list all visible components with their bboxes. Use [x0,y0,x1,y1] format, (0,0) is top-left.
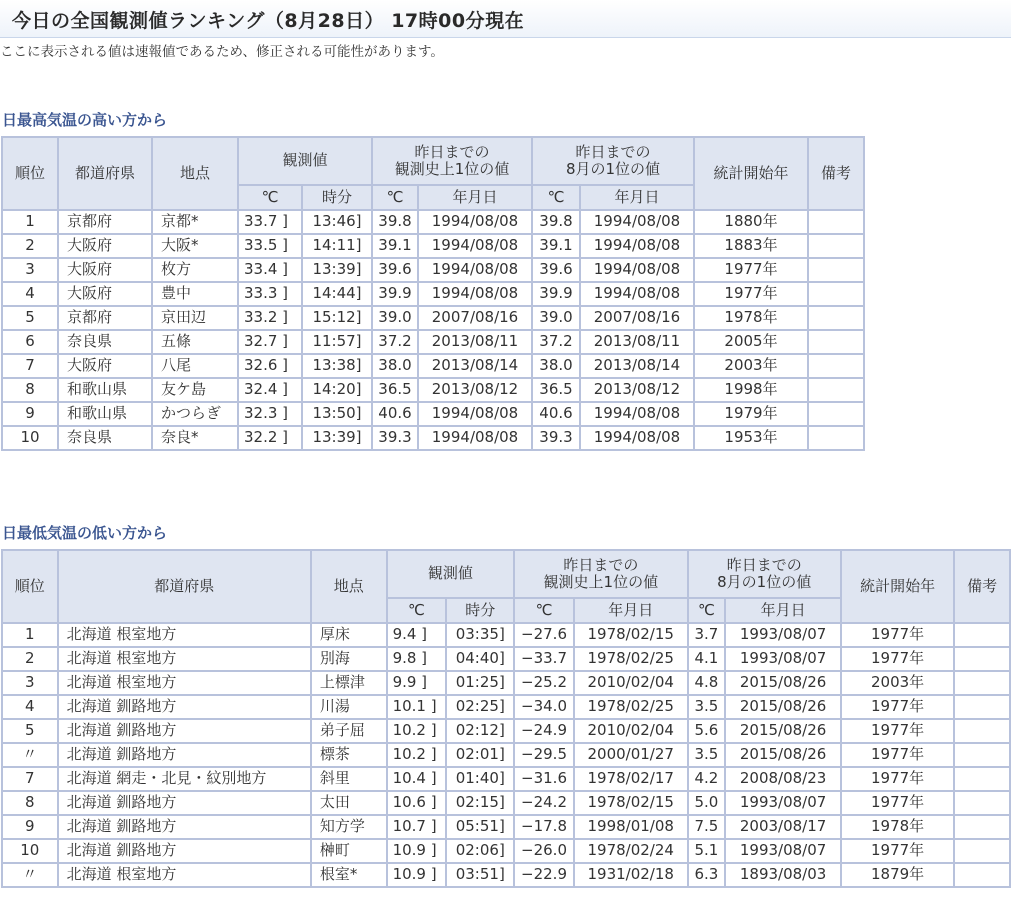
cell-observed-temp: 33.5 ] [238,234,302,258]
col-station-header: 地点 [152,137,238,210]
cell-start-year: 1998年 [694,378,808,402]
cell-month-record-date: 1993/08/07 [725,623,841,647]
cell-prefecture: 北海道 根室地方 [58,623,311,647]
cell-prefecture: 大阪府 [58,354,152,378]
cell-prefecture: 北海道 釧路地方 [58,743,311,767]
cell-rank: 5 [2,306,58,330]
cell-month-record-date: 2007/08/16 [580,306,694,330]
cell-prefecture: 北海道 根室地方 [58,863,311,887]
cell-month-record-temp: 38.0 [532,354,580,378]
cell-station: 京田辺 [152,306,238,330]
table-row [2,719,1010,743]
cell-prefecture: 奈良県 [58,330,152,354]
cell-record-temp: 40.6 [372,402,418,426]
cell-start-year: 2003年 [841,671,954,695]
cell-station: かつらぎ [152,402,238,426]
title-bar [0,0,1011,38]
cell-month-record-date: 2013/08/14 [580,354,694,378]
cell-record-date: 2013/08/12 [418,378,532,402]
table-row [2,839,1010,863]
cell-record-date: 1978/02/25 [574,647,688,671]
sub-header-date: 年月日 [725,598,841,623]
cell-prefecture: 北海道 釧路地方 [58,815,311,839]
cell-month-record-date: 2015/08/26 [725,719,841,743]
cell-station: 枚方 [152,258,238,282]
cell-remarks [808,282,864,306]
cell-month-record-temp: 5.6 [688,719,726,743]
cell-record-date: 1994/08/08 [418,234,532,258]
cell-record-date: 1931/02/18 [574,863,688,887]
cell-record-date: 2010/02/04 [574,671,688,695]
cell-month-record-date: 2015/08/26 [725,671,841,695]
col-pref-header: 都道府県 [58,550,311,623]
cell-rank: 3 [2,671,58,695]
cell-observed-temp: 10.6 ] [387,791,447,815]
cell-observed-temp: 32.3 ] [238,402,302,426]
cell-start-year: 1879年 [841,863,954,887]
cell-rank: 9 [2,402,58,426]
cell-observed-time: 02:25] [446,695,514,719]
cell-observed-time: 13:50] [302,402,372,426]
table-row [2,378,864,402]
cell-prefecture: 京都府 [58,306,152,330]
cell-prefecture: 北海道 根室地方 [58,671,311,695]
cell-start-year: 1977年 [841,695,954,719]
cell-observed-time: 13:39] [302,426,372,450]
cell-month-record-date: 1994/08/08 [580,210,694,234]
cell-month-record-temp: 4.2 [688,767,726,791]
cell-prefecture: 北海道 根室地方 [58,647,311,671]
cell-start-year: 1977年 [841,791,954,815]
cell-month-record-temp: 37.2 [532,330,580,354]
cell-start-year: 1977年 [841,767,954,791]
cell-month-record-temp: 3.5 [688,695,726,719]
table-row [2,743,1010,767]
cell-start-year: 1977年 [841,719,954,743]
cell-month-record-temp: 4.8 [688,671,726,695]
cell-record-date: 1994/08/08 [418,210,532,234]
cell-month-record-temp: 5.0 [688,791,726,815]
cell-station: 上標津 [311,671,387,695]
sub-header-celsius: ℃ [688,598,726,623]
sub-header-celsius: ℃ [514,598,574,623]
sub-header-time: 時分 [446,598,514,623]
col-rank-header: 順位 [2,550,58,623]
cell-remarks [808,402,864,426]
cell-rank: 2 [2,234,58,258]
cell-month-record-temp: 4.1 [688,647,726,671]
cell-record-date: 1994/08/08 [418,402,532,426]
cell-station: 川湯 [311,695,387,719]
cell-start-year: 2005年 [694,330,808,354]
cell-record-date: 2000/01/27 [574,743,688,767]
sub-header-date: 年月日 [574,598,688,623]
cell-remarks [808,354,864,378]
notice-text: ここに表示される値は速報値であるため、修正される可能性があります。 [0,44,444,60]
cell-observed-temp: 32.4 ] [238,378,302,402]
cell-start-year: 1978年 [694,306,808,330]
col-start-year-header: 統計開始年 [841,550,954,623]
cell-observed-time: 02:15] [446,791,514,815]
cell-start-year: 1977年 [841,647,954,671]
cell-record-temp: 39.3 [372,426,418,450]
cell-record-date: 2007/08/16 [418,306,532,330]
cell-month-record-date: 2015/08/26 [725,695,841,719]
cell-record-temp: −34.0 [514,695,574,719]
cell-record-date: 1978/02/25 [574,695,688,719]
cell-rank: 〃 [2,863,58,887]
cell-remarks [954,791,1010,815]
sub-header-celsius: ℃ [387,598,447,623]
cell-rank: 3 [2,258,58,282]
table-row [2,402,864,426]
cell-start-year: 1977年 [841,743,954,767]
cell-record-temp: 39.6 [372,258,418,282]
cell-record-temp: −33.7 [514,647,574,671]
cell-observed-temp: 10.7 ] [387,815,447,839]
cell-start-year: 1953年 [694,426,808,450]
table-row [2,863,1010,887]
cell-remarks [808,378,864,402]
col-record-month-header: 昨日までの 8月の1位の値 [532,137,694,185]
cell-observed-time: 14:11] [302,234,372,258]
cell-observed-temp: 10.9 ] [387,839,447,863]
col-obs-header: 観測値 [238,137,372,185]
cell-rank: 8 [2,378,58,402]
cell-station: 別海 [311,647,387,671]
cell-rank: 10 [2,426,58,450]
cell-month-record-date: 2015/08/26 [725,743,841,767]
cell-remarks [808,330,864,354]
cell-record-temp: 37.2 [372,330,418,354]
page-title: 今日の全国観測値ランキング（8月28日） 17時00分現在 [12,10,525,32]
cell-record-temp: −27.6 [514,623,574,647]
cell-station: 斜里 [311,767,387,791]
col-record-month-header: 昨日までの 8月の1位の値 [688,550,841,598]
cell-record-date: 1978/02/15 [574,623,688,647]
cell-observed-time: 13:38] [302,354,372,378]
table-row [2,426,864,450]
cell-observed-time: 02:01] [446,743,514,767]
cell-remarks [954,695,1010,719]
cell-month-record-date: 1994/08/08 [580,426,694,450]
cell-station: 八尾 [152,354,238,378]
cell-start-year: 1979年 [694,402,808,426]
cell-rank: 〃 [2,743,58,767]
cell-observed-time: 15:12] [302,306,372,330]
cell-observed-time: 14:44] [302,282,372,306]
cell-observed-time: 01:25] [446,671,514,695]
cell-record-date: 1994/08/08 [418,282,532,306]
cell-rank: 10 [2,839,58,863]
table-row [2,791,1010,815]
cell-observed-temp: 9.9 ] [387,671,447,695]
cell-month-record-date: 1994/08/08 [580,402,694,426]
col-record-all-header: 昨日までの 観測史上1位の値 [372,137,532,185]
cell-month-record-date: 1994/08/08 [580,234,694,258]
cell-month-record-temp: 39.6 [532,258,580,282]
cell-record-temp: −17.8 [514,815,574,839]
cell-record-temp: −31.6 [514,767,574,791]
cell-month-record-date: 1893/08/03 [725,863,841,887]
cell-observed-time: 13:46] [302,210,372,234]
col-rank-header: 順位 [2,137,58,210]
cell-rank: 4 [2,282,58,306]
col-station-header: 地点 [311,550,387,623]
cell-rank: 1 [2,623,58,647]
table-row [2,695,1010,719]
cell-remarks [954,839,1010,863]
cell-record-date: 1978/02/17 [574,767,688,791]
cell-observed-temp: 33.3 ] [238,282,302,306]
cell-remarks [954,623,1010,647]
cell-remarks [808,210,864,234]
cell-station: 太田 [311,791,387,815]
cell-station: 根室* [311,863,387,887]
cell-observed-temp: 10.1 ] [387,695,447,719]
cell-prefecture: 北海道 釧路地方 [58,839,311,863]
cell-prefecture: 京都府 [58,210,152,234]
cell-observed-time: 03:51] [446,863,514,887]
table-row [2,330,864,354]
cell-remarks [954,863,1010,887]
cell-month-record-date: 2003/08/17 [725,815,841,839]
cell-month-record-date: 1993/08/07 [725,839,841,863]
cell-prefecture: 和歌山県 [58,378,152,402]
cell-observed-time: 03:35] [446,623,514,647]
cell-record-temp: 39.0 [372,306,418,330]
cell-station: 五條 [152,330,238,354]
cell-record-date: 1994/08/08 [418,426,532,450]
cell-observed-time: 11:57] [302,330,372,354]
cell-remarks [954,671,1010,695]
cell-record-date: 2010/02/04 [574,719,688,743]
cell-record-temp: −29.5 [514,743,574,767]
cell-record-temp: −25.2 [514,671,574,695]
max-temp-table [1,136,865,451]
cell-observed-temp: 33.7 ] [238,210,302,234]
table-row [2,671,1010,695]
cell-record-date: 1978/02/15 [574,791,688,815]
cell-month-record-temp: 36.5 [532,378,580,402]
table-row [2,234,864,258]
cell-observed-temp: 10.2 ] [387,743,447,767]
cell-record-date: 2013/08/14 [418,354,532,378]
sub-header-time: 時分 [302,185,372,210]
cell-station: 榊町 [311,839,387,863]
cell-month-record-temp: 3.7 [688,623,726,647]
cell-record-temp: 39.8 [372,210,418,234]
cell-month-record-temp: 39.3 [532,426,580,450]
cell-start-year: 1880年 [694,210,808,234]
cell-record-date: 1978/02/24 [574,839,688,863]
cell-month-record-temp: 6.3 [688,863,726,887]
cell-remarks [954,647,1010,671]
cell-observed-temp: 32.2 ] [238,426,302,450]
cell-station: 友ケ島 [152,378,238,402]
table-row [2,354,864,378]
cell-prefecture: 北海道 釧路地方 [58,719,311,743]
cell-start-year: 1977年 [841,839,954,863]
cell-month-record-date: 1993/08/07 [725,647,841,671]
cell-record-temp: 38.0 [372,354,418,378]
cell-month-record-date: 2013/08/11 [580,330,694,354]
cell-start-year: 2003年 [694,354,808,378]
sub-header-celsius: ℃ [532,185,580,210]
cell-observed-time: 05:51] [446,815,514,839]
table-row [2,258,864,282]
cell-remarks [808,306,864,330]
cell-month-record-date: 1994/08/08 [580,258,694,282]
cell-record-temp: 39.9 [372,282,418,306]
cell-prefecture: 奈良県 [58,426,152,450]
cell-observed-temp: 10.2 ] [387,719,447,743]
cell-record-temp: 39.1 [372,234,418,258]
cell-rank: 5 [2,719,58,743]
cell-start-year: 1978年 [841,815,954,839]
cell-station: 京都* [152,210,238,234]
cell-station: 標茶 [311,743,387,767]
sub-header-date: 年月日 [418,185,532,210]
col-obs-header: 観測値 [387,550,515,598]
col-record-all-header: 昨日までの 観測史上1位の値 [514,550,687,598]
col-remarks-header: 備考 [808,137,864,210]
cell-record-date: 2013/08/11 [418,330,532,354]
cell-observed-temp: 32.6 ] [238,354,302,378]
cell-record-temp: −24.9 [514,719,574,743]
cell-observed-time: 14:20] [302,378,372,402]
cell-prefecture: 大阪府 [58,258,152,282]
cell-month-record-temp: 5.1 [688,839,726,863]
cell-remarks [954,767,1010,791]
cell-rank: 4 [2,695,58,719]
cell-record-temp: −24.2 [514,791,574,815]
cell-observed-time: 02:06] [446,839,514,863]
cell-station: 弟子屈 [311,719,387,743]
cell-start-year: 1883年 [694,234,808,258]
table-row [2,623,1010,647]
cell-rank: 8 [2,791,58,815]
cell-observed-time: 01:40] [446,767,514,791]
cell-month-record-temp: 7.5 [688,815,726,839]
cell-observed-temp: 33.2 ] [238,306,302,330]
cell-prefecture: 北海道 釧路地方 [58,695,311,719]
table-row [2,767,1010,791]
table-row [2,282,864,306]
cell-observed-temp: 9.8 ] [387,647,447,671]
cell-rank: 7 [2,767,58,791]
cell-rank: 6 [2,330,58,354]
sub-header-celsius: ℃ [238,185,302,210]
cell-rank: 2 [2,647,58,671]
cell-month-record-temp: 39.0 [532,306,580,330]
cell-remarks [808,234,864,258]
cell-observed-temp: 33.4 ] [238,258,302,282]
cell-month-record-date: 1994/08/08 [580,282,694,306]
cell-rank: 1 [2,210,58,234]
cell-record-date: 1998/01/08 [574,815,688,839]
cell-record-date: 1994/08/08 [418,258,532,282]
cell-prefecture: 大阪府 [58,282,152,306]
cell-observed-temp: 32.7 ] [238,330,302,354]
cell-month-record-temp: 39.8 [532,210,580,234]
cell-station: 知方学 [311,815,387,839]
table-row [2,210,864,234]
cell-observed-temp: 9.4 ] [387,623,447,647]
cell-remarks [954,815,1010,839]
min-temp-table [1,549,1011,888]
cell-prefecture: 北海道 網走・北見・紋別地方 [58,767,311,791]
cell-month-record-temp: 3.5 [688,743,726,767]
cell-start-year: 1977年 [694,258,808,282]
cell-month-record-temp: 39.1 [532,234,580,258]
cell-observed-time: 04:40] [446,647,514,671]
sub-header-celsius: ℃ [372,185,418,210]
cell-remarks [808,426,864,450]
sub-header-date: 年月日 [580,185,694,210]
cell-start-year: 1977年 [694,282,808,306]
table-row [2,306,864,330]
col-pref-header: 都道府県 [58,137,152,210]
col-remarks-header: 備考 [954,550,1010,623]
cell-month-record-date: 2008/08/23 [725,767,841,791]
cell-station: 大阪* [152,234,238,258]
cell-station: 厚床 [311,623,387,647]
cell-remarks [954,719,1010,743]
table-row [2,647,1010,671]
cell-prefecture: 大阪府 [58,234,152,258]
cell-station: 豊中 [152,282,238,306]
cell-record-temp: −26.0 [514,839,574,863]
cell-remarks [954,743,1010,767]
max-temp-heading: 日最高気温の高い方から [2,111,168,129]
cell-station: 奈良* [152,426,238,450]
cell-month-record-temp: 39.9 [532,282,580,306]
cell-observed-temp: 10.4 ] [387,767,447,791]
cell-rank: 7 [2,354,58,378]
cell-observed-temp: 10.9 ] [387,863,447,887]
cell-remarks [808,258,864,282]
cell-month-record-date: 2013/08/12 [580,378,694,402]
cell-record-temp: −22.9 [514,863,574,887]
cell-observed-time: 13:39] [302,258,372,282]
cell-record-temp: 36.5 [372,378,418,402]
cell-month-record-date: 1993/08/07 [725,791,841,815]
min-temp-heading: 日最低気温の低い方から [2,524,168,542]
col-start-year-header: 統計開始年 [694,137,808,210]
cell-prefecture: 北海道 釧路地方 [58,791,311,815]
cell-observed-time: 02:12] [446,719,514,743]
cell-prefecture: 和歌山県 [58,402,152,426]
table-row [2,815,1010,839]
cell-rank: 9 [2,815,58,839]
cell-month-record-temp: 40.6 [532,402,580,426]
cell-start-year: 1977年 [841,623,954,647]
